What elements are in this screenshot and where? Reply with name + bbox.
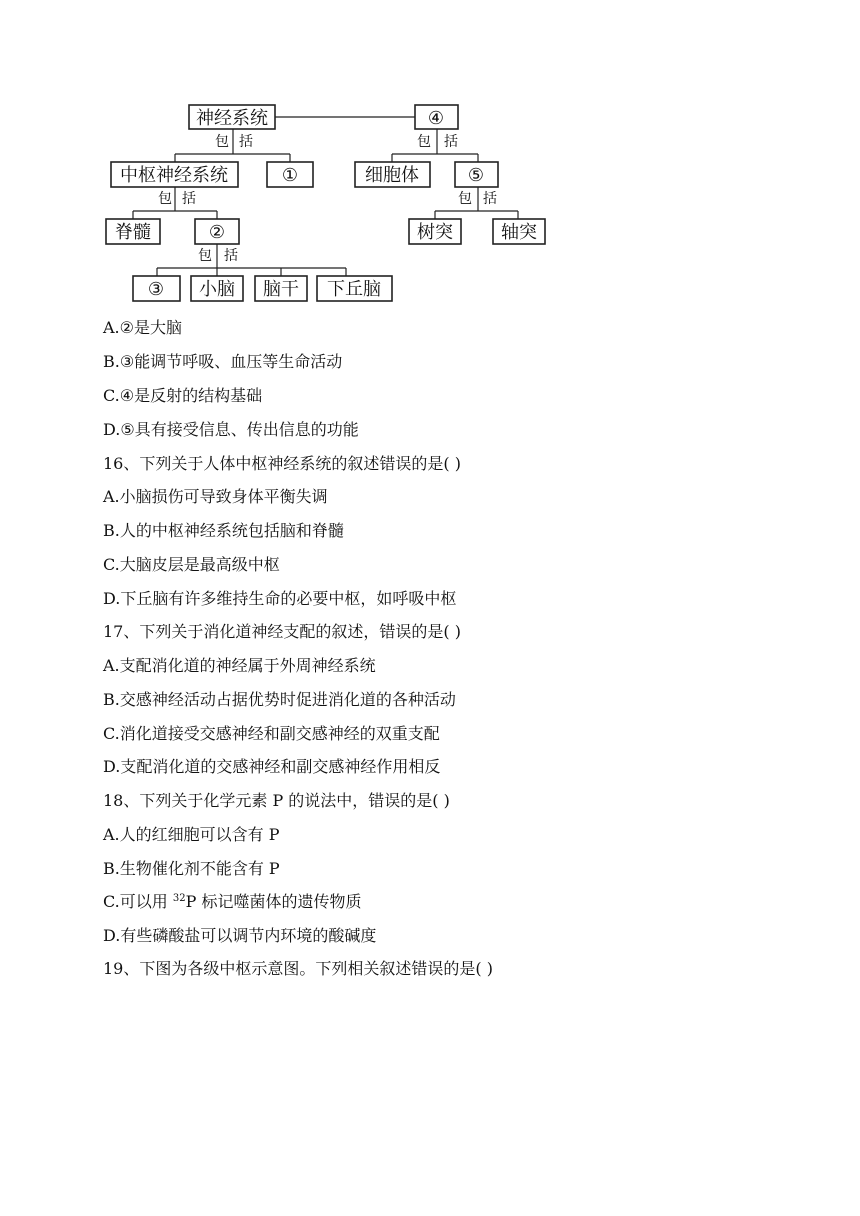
diagram-labels	[115, 108, 537, 300]
include-right-1: 括	[239, 134, 253, 150]
include-left-1: 包	[215, 134, 229, 150]
q16-option-d: D.下丘脑有许多维持生命的必要中枢，如呼吸中枢	[103, 589, 457, 608]
q17-option-a: A.支配消化道的神经属于外周神经系统	[103, 656, 376, 675]
q18-option-b: B.生物催化剂不能含有 P	[103, 859, 280, 878]
include-right-5: 括	[224, 248, 238, 264]
q15-option-b: B.③能调节呼吸、血压等生命活动	[103, 352, 343, 371]
label-hypothalamus: 下丘脑	[327, 279, 381, 300]
label-cell-body: 细胞体	[365, 165, 419, 186]
label-nervous-system: 神经系统	[196, 108, 268, 129]
q15-option-d: D.⑤具有接受信息、传出信息的功能	[103, 420, 359, 439]
include-left-5: 包	[198, 248, 212, 264]
q18-option-d: D.有些磷酸盐可以调节内环境的酸碱度	[103, 926, 377, 945]
q18-option-c-sup: 32	[172, 893, 186, 904]
q17-stem: 17、下列关于消化道神经支配的叙述，错误的是( )	[103, 622, 461, 641]
include-left-2: 包	[417, 134, 431, 150]
q17-option-d: D.支配消化道的交感神经和副交感神经作用相反	[103, 757, 441, 776]
q18-option-a: A.人的红细胞可以含有 P	[103, 825, 280, 844]
q18-option-c-pre: C.可以用	[103, 892, 173, 911]
label-cerebellum: 小脑	[199, 279, 235, 300]
include-left-3: 包	[158, 191, 172, 207]
nervous-system-concept-diagram	[0, 0, 860, 310]
label-5: ⑤	[467, 165, 485, 186]
q16-option-a: A.小脑损伤可导致身体平衡失调	[103, 487, 328, 506]
q15-option-c: C.④是反射的结构基础	[103, 386, 263, 405]
label-brainstem: 脑干	[263, 279, 299, 300]
q19-stem: 19、下图为各级中枢示意图。下列相关叙述错误的是( )	[103, 959, 493, 978]
label-spinal-cord: 脊髓	[115, 222, 151, 243]
q15-option-a: A.②是大脑	[103, 318, 182, 337]
label-axon: 轴突	[501, 222, 537, 243]
label-4: ④	[427, 108, 445, 129]
q18-stem: 18、下列关于化学元素 P 的说法中，错误的是( )	[103, 791, 450, 810]
q18-option-c	[103, 892, 361, 912]
q16-option-b: B.人的中枢神经系统包括脑和脊髓	[103, 521, 344, 540]
label-cns: 中枢神经系统	[120, 165, 228, 186]
include-left-4: 包	[458, 191, 472, 207]
q16-stem: 16、下列关于人体中枢神经系统的叙述错误的是( )	[103, 454, 461, 473]
label-dendrite: 树突	[417, 222, 453, 243]
label-1: ①	[281, 165, 299, 186]
q17-option-b: B.交感神经活动占据优势时促进消化道的各种活动	[103, 690, 456, 709]
include-right-4: 括	[483, 191, 497, 207]
label-3: ③	[147, 279, 165, 300]
label-2: ②	[208, 222, 226, 243]
q17-option-c: C.消化道接受交感神经和副交感神经的双重支配	[103, 724, 440, 743]
q16-option-c: C.大脑皮层是最高级中枢	[103, 555, 280, 574]
include-right-3: 括	[182, 191, 196, 207]
include-right-2: 括	[444, 134, 458, 150]
q18-option-c-post: P 标记噬菌体的遗传物质	[185, 892, 362, 911]
